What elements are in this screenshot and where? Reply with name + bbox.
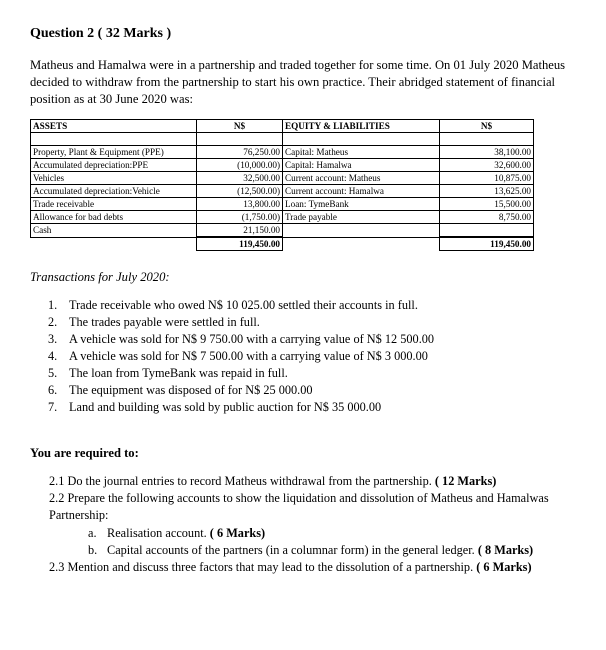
transaction-item [48,382,568,399]
liability-name: Capital: Hamalwa [283,159,440,172]
transaction-number: 7. [48,400,58,414]
requirement-text: Capital accounts of the partners (in a columnar form) in the general ledger. [107,543,475,557]
total-assets: 119,450.00 [197,237,283,251]
requirement-marks: ( 12 Marks) [434,474,497,488]
transactions-heading: Transactions for July 2020: [30,270,170,284]
requirement-text: 2.1 Do the journal entries to record Matheus withdrawal from the partnership. [49,474,432,488]
asset-name: Trade receivable [31,198,197,211]
transaction-number: 4. [48,349,58,363]
requirement-text: 2.3 Mention and discuss three factors that may lead to the dissolution of a partnership. [49,560,474,574]
asset-amount: (12,500.00) [197,185,283,198]
transaction-item [48,314,568,331]
transaction-text: The loan from TymeBank was repaid in full. [69,366,288,380]
asset-name: Accumulated depreciation:Vehicle [31,185,197,198]
sub-item-letter: a. [88,526,97,540]
requirement-2-3 [49,559,589,576]
transaction-item [48,348,568,365]
transaction-number: 3. [48,332,58,346]
transaction-text: The trades payable were settled in full. [69,315,260,329]
requirement-marks: ( 6 Marks) [476,560,532,574]
balance-sheet-row [31,172,534,185]
requirement-2-2-b [88,542,588,559]
requirement-marks: ( 6 Marks) [209,526,266,540]
question-title: Question 2 ( 32 Marks ) [30,26,172,41]
blank-cell [283,237,440,251]
liability-amount: 38,100.00 [440,146,534,159]
liability-amount: 32,600.00 [440,159,534,172]
asset-name: Cash [31,224,197,238]
spacer-cell [31,133,197,146]
balance-sheet-total-row [31,237,534,251]
requirement-2-2 [49,490,589,524]
required-heading: You are required to: [30,446,139,460]
liability-amount: 13,625.00 [440,185,534,198]
liability-amount: 15,500.00 [440,198,534,211]
liability-name: Capital: Matheus [283,146,440,159]
balance-sheet-table [30,119,534,251]
transaction-item [48,331,568,348]
liability-name: Loan: TymeBank [283,198,440,211]
balance-sheet-header-row [31,120,534,133]
liability-amount [440,224,534,238]
requirement-text: 2.2 Prepare the following accounts to show the liquidation and dissolution of Matheus and Hamalwas Partnership: [49,491,549,522]
intro-paragraph: Matheus and Hamalwa were in a partnership and traded together for some time. On 01 July 2020 Matheus decided to withdraw from the partnership to start his own practice. Their abridged statement of financial position as at 30 June 2020 was: [30,58,566,106]
transaction-number: 6. [48,383,58,397]
liability-name [283,224,440,238]
spacer-cell [283,133,440,146]
equity-header: EQUITY & LIABILITIES [283,120,440,133]
transaction-text: A vehicle was sold for N$ 7 500.00 with a carrying value of N$ 3 000.00 [69,349,428,363]
transaction-number: 2. [48,315,58,329]
sub-item-letter: b. [88,543,98,557]
liability-amount: 10,875.00 [440,172,534,185]
asset-name: Property, Plant & Equipment (PPE) [31,146,197,159]
asset-amount: (1,750.00) [197,211,283,224]
asset-amount: 76,250.00 [197,146,283,159]
requirement-marks: ( 8 Marks) [477,543,534,557]
balance-sheet-row [31,159,534,172]
requirement-text: Realisation account. [107,526,207,540]
transactions-list [48,297,568,416]
asset-name: Vehicles [31,172,197,185]
blank-cell [31,237,197,251]
transaction-number: 5. [48,366,58,380]
asset-amount: (10,000.00) [197,159,283,172]
liability-name: Trade payable [283,211,440,224]
spacer-cell [440,133,534,146]
asset-amount: 13,800.00 [197,198,283,211]
assets-ns-header: N$ [197,120,283,133]
asset-amount: 32,500.00 [197,172,283,185]
requirement-2-1 [49,473,589,490]
transaction-number: 1. [48,298,58,312]
assets-header: ASSETS [31,120,197,133]
balance-sheet-row [31,198,534,211]
balance-sheet-row [31,224,534,238]
spacer-cell [197,133,283,146]
transaction-item [48,365,568,382]
transaction-item [48,399,568,416]
liabilities-ns-header: N$ [440,120,534,133]
transaction-text: Land and building was sold by public auction for N$ 35 000.00 [69,400,382,414]
total-liabilities: 119,450.00 [440,237,534,251]
transaction-text: The equipment was disposed of for N$ 25 000.00 [69,383,313,397]
asset-name: Accumulated depreciation:PPE [31,159,197,172]
asset-name: Allowance for bad debts [31,211,197,224]
transaction-text: Trade receivable who owed N$ 10 025.00 settled their accounts in full. [69,298,418,312]
liability-name: Current account: Hamalwa [283,185,440,198]
liability-name: Current account: Matheus [283,172,440,185]
liability-amount: 8,750.00 [440,211,534,224]
transaction-text: A vehicle was sold for N$ 9 750.00 with a carrying value of N$ 12 500.00 [69,332,435,346]
transaction-item [48,297,568,314]
balance-sheet-row [31,211,534,224]
balance-sheet-row [31,146,534,159]
balance-sheet-row [31,185,534,198]
asset-amount: 21,150.00 [197,224,283,238]
balance-sheet-spacer-row [31,133,534,146]
requirement-2-2-a [88,525,588,542]
